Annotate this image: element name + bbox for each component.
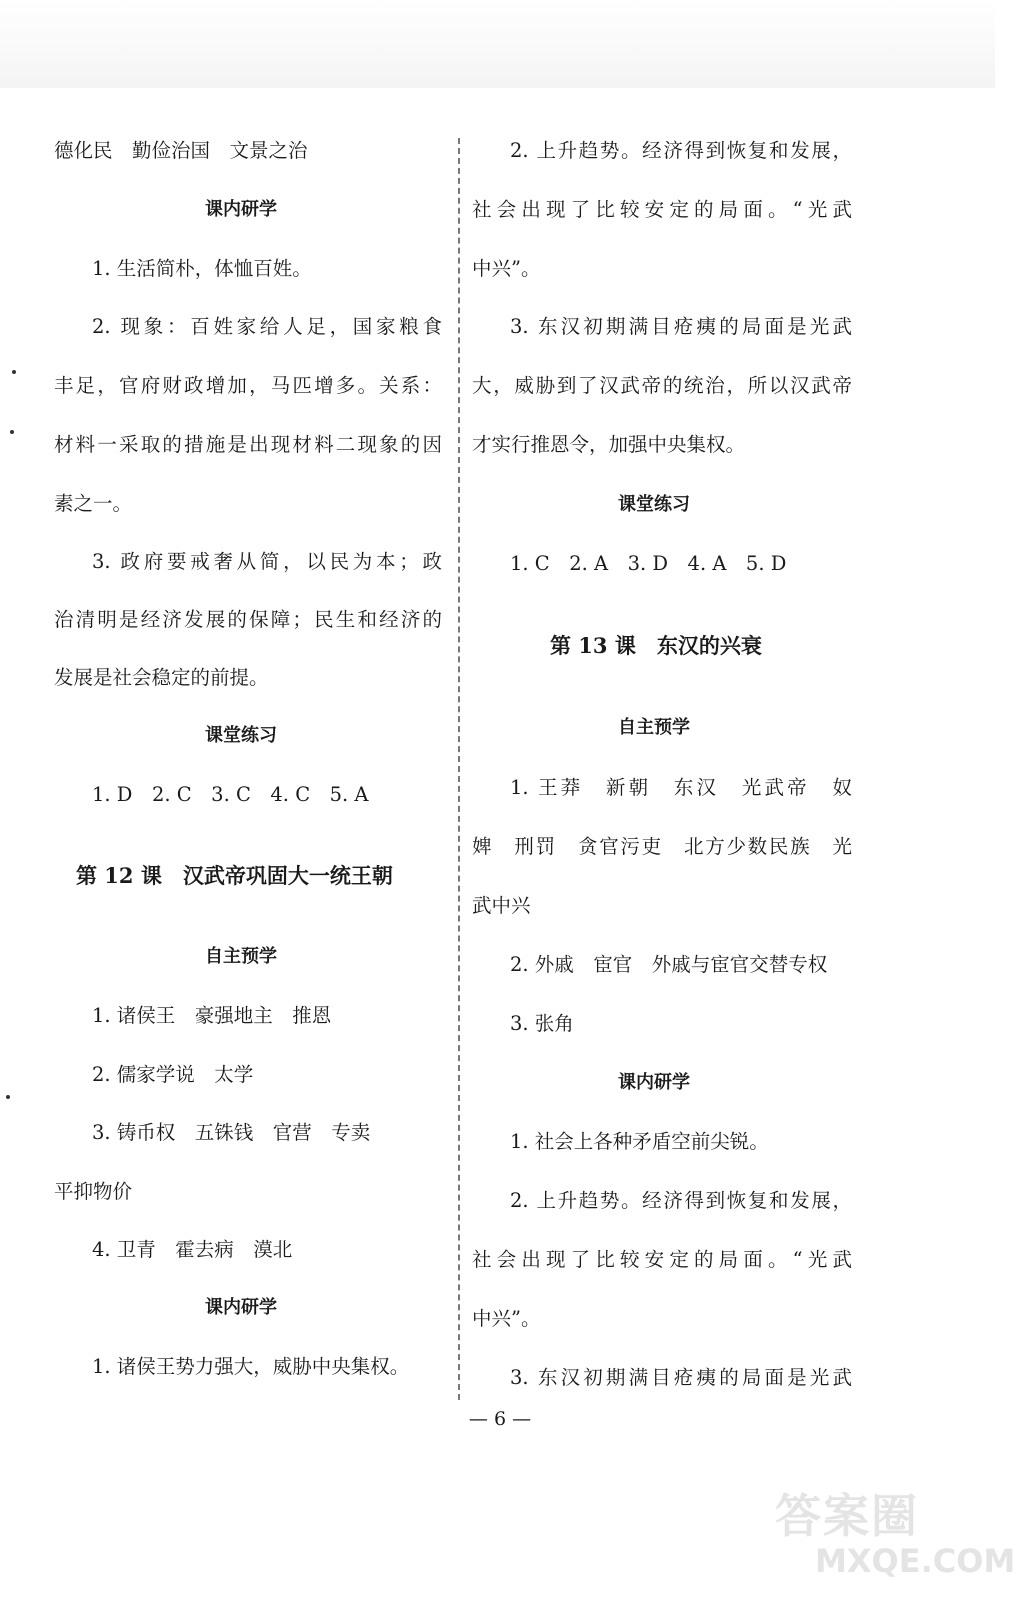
answer-line: 2. 上升趋势。经济得到恢复和发展， <box>510 139 852 162</box>
answer-line: 平抑物价 <box>54 1180 133 1203</box>
answer-line: 1. 王莽 新朝 东汉 光武帝 奴 <box>510 776 852 799</box>
scan-speck <box>12 370 16 374</box>
section-heading: 自主预学 <box>205 946 277 967</box>
scan-speck <box>10 430 14 434</box>
answer-list: 1. D 2. C 3. C 4. C 5. A <box>92 783 369 806</box>
answer-line: 3. 政府要戒奢从简，以民为本；政 <box>92 550 442 573</box>
answer-line: 2. 上升趋势。经济得到恢复和发展， <box>510 1189 852 1212</box>
answer-line: 2. 儒家学说 太学 <box>92 1063 254 1086</box>
answer-line: 3. 东汉初期满目疮痍的局面是光武 <box>510 1366 852 1389</box>
answer-line: 大，威胁到了汉武帝的统治，所以汉武帝 <box>472 374 852 397</box>
answer-line: 4. 卫青 霍去病 漠北 <box>92 1238 293 1261</box>
lesson-title: 第 13 课 东汉的兴衰 <box>550 633 762 658</box>
scan-top-shade <box>0 0 995 88</box>
answer-line: 2. 现象：百姓家给人足，国家粮食 <box>92 315 442 338</box>
answer-line: 中兴”。 <box>472 257 541 280</box>
answer-line: 1. 社会上各种矛盾空前尖锐。 <box>510 1130 769 1153</box>
answer-line: 1. 诸侯王势力强大，威胁中央集权。 <box>92 1355 410 1378</box>
watermark-text: 答案圈 <box>775 1489 919 1543</box>
section-heading: 课内研学 <box>205 199 277 220</box>
column-divider <box>458 138 460 1400</box>
answer-list: 1. C 2. A 3. D 4. A 5. D <box>510 552 787 575</box>
watermark-url: MXQE.COM <box>815 1542 1015 1580</box>
answer-line: 3. 张角 <box>510 1012 574 1035</box>
answer-line: 丰足，官府财政增加，马匹增多。关系： <box>54 374 442 397</box>
answer-line: 素之一。 <box>54 492 133 515</box>
intro-line: 德化民 勤俭治国 文景之治 <box>54 139 308 162</box>
answer-line: 治清明是经济发展的保障；民生和经济的 <box>54 608 442 631</box>
section-heading: 课内研学 <box>618 1072 690 1093</box>
scan-speck <box>6 1095 10 1099</box>
answer-line: 1. 生活简朴，体恤百姓。 <box>92 257 312 280</box>
answer-line: 婢 刑罚 贪官污吏 北方少数民族 光 <box>472 835 852 858</box>
answer-line: 材料一采取的措施是出现材料二现象的因 <box>54 433 442 456</box>
answer-line: 发展是社会稳定的前提。 <box>54 666 269 689</box>
answer-line: 1. 诸侯王 豪强地主 推恩 <box>92 1004 332 1027</box>
answer-line: 才实行推恩令，加强中央集权。 <box>472 433 746 456</box>
page-number: — 6 — <box>468 1408 532 1430</box>
answer-line: 2. 外戚 宦官 外戚与宦官交替专权 <box>510 953 828 976</box>
watermark-logo <box>775 1480 1015 1590</box>
section-heading: 课堂练习 <box>618 494 690 515</box>
answer-line: 武中兴 <box>472 894 531 917</box>
lesson-title: 第 12 课 汉武帝巩固大一统王朝 <box>76 863 393 888</box>
answer-line: 3. 东汉初期满目疮痍的局面是光武 <box>510 315 852 338</box>
section-heading: 课堂练习 <box>205 725 277 746</box>
answer-line: 中兴”。 <box>472 1307 541 1330</box>
section-heading: 课内研学 <box>205 1297 277 1318</box>
answer-line: 3. 铸币权 五铢钱 官营 专卖 <box>92 1121 371 1144</box>
answer-line: 社会出现了比较安定的局面。“光武 <box>472 1248 852 1271</box>
section-heading: 自主预学 <box>618 717 690 738</box>
answer-line: 社会出现了比较安定的局面。“光武 <box>472 198 852 221</box>
